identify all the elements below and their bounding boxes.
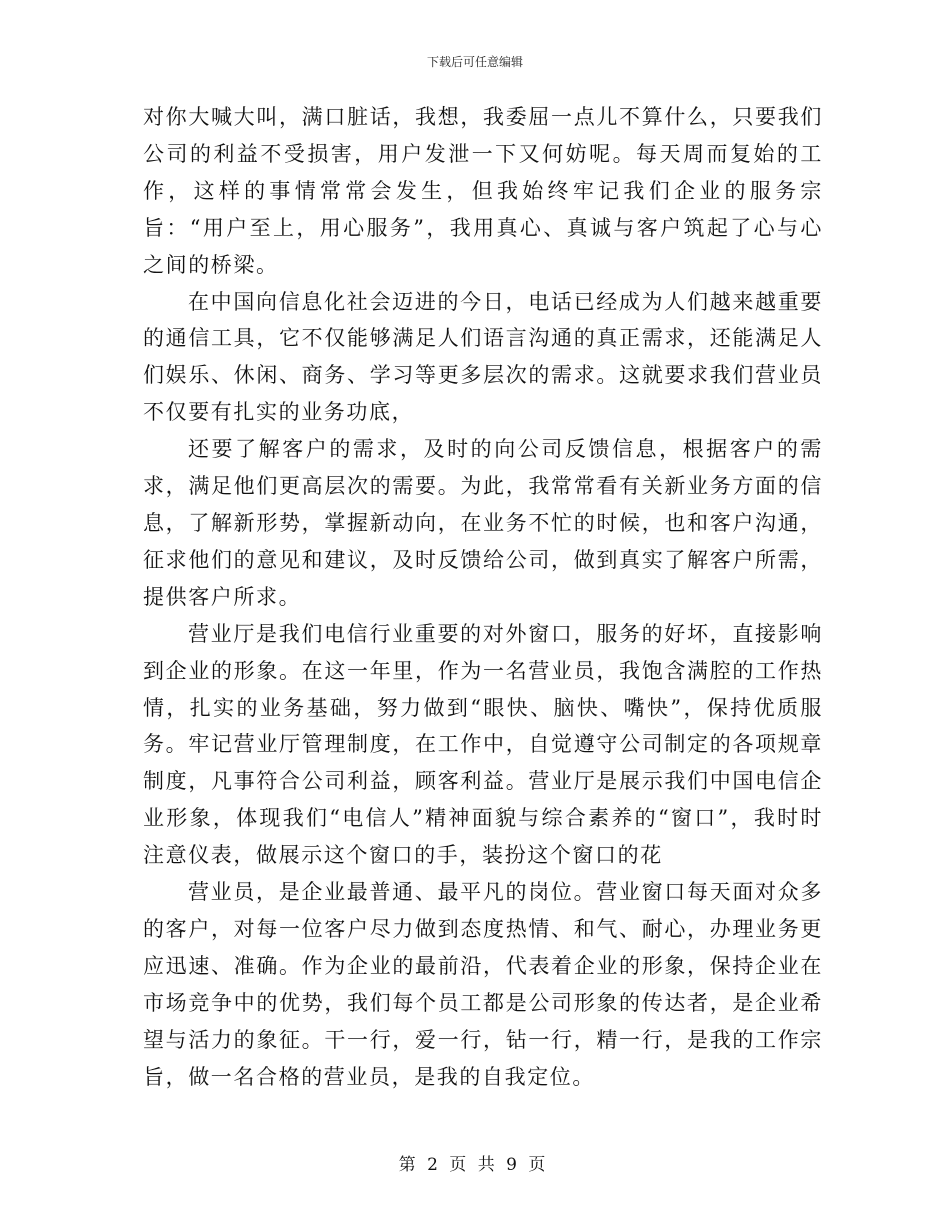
current-page-number: 2 [427, 1155, 438, 1175]
paragraph-4: 营业厅是我们电信行业重要的对外窗口，服务的好坏，直接影响到企业的形象。在这一年里，作为一名营业员，我饱含满腔的工作热情，扎实的业务基础，努力做到“眼快、脑快、嘴快”，保持优质服务。牢记营业厅管理制度，在工作中，自觉遵守公司制定的各项规章制度，凡事符合公司利益，顾客利益。营业厅是展示我们中国电信企业形象，体现我们“电信人”精神面貌与综合素养的“窗口”，我时时注意仪表，做展示这个窗口的手，装扮这个窗口的花 [143, 621, 823, 868]
footer-page-label: 第 [398, 1155, 416, 1175]
total-pages-number: 9 [506, 1155, 517, 1175]
footer-total-unit: 页 [528, 1155, 546, 1175]
footer-total-label: 共 [477, 1155, 495, 1175]
page-header: 下载后可任意编辑 [426, 55, 523, 69]
footer-page-unit: 页 [449, 1155, 467, 1175]
paragraph-5: 营业员，是企业最普通、最平凡的岗位。营业窗口每天面对众多的客户，对每一位客户尽力做到态度热情、和气、耐心，办理业务更应迅速、准确。作为企业的最前沿，代表着企业的形象，保持企业在市场竞争中的优势，我们每个员工都是公司形象的传达者，是企业希望与活力的象征。干一行，爱一行，钻一行，精一行，是我的工作宗旨，做一名合格的营业员，是我的自我定位。 [143, 880, 823, 1089]
page-footer [0, 1154, 950, 1176]
paragraph-1: 对你大喊大叫，满口脏话，我想，我委屈一点儿不算什么，只要我们公司的利益不受损害，用户发泄一下又何妨呢。每天周而复始的工作，这样的事情常常会发生，但我始终牢记我们企业的服务宗旨：“用户至上，用心服务”，我用真心、真诚与客户筑起了心与心之间的桥梁。 [143, 105, 823, 277]
document-body [143, 99, 823, 1095]
paragraph-2: 在中国向信息化社会迈进的今日，电话已经成为人们越来越重要的通信工具，它不仅能够满足人们语言沟通的真正需求，还能满足人们娱乐、休闲、商务、学习等更多层次的需求。这就要求我们营业员不仅要有扎实的业务功底， [143, 289, 823, 425]
paragraph-3: 还要了解客户的需求，及时的向公司反馈信息，根据客户的需求，满足他们更高层次的需要。为此，我常常看有关新业务方面的信息，了解新形势，掌握新动向，在业务不忙的时候，也和客户沟通，征求他们的意见和建议，及时反馈给公司，做到真实了解客户所需，提供客户所求。 [143, 437, 823, 609]
